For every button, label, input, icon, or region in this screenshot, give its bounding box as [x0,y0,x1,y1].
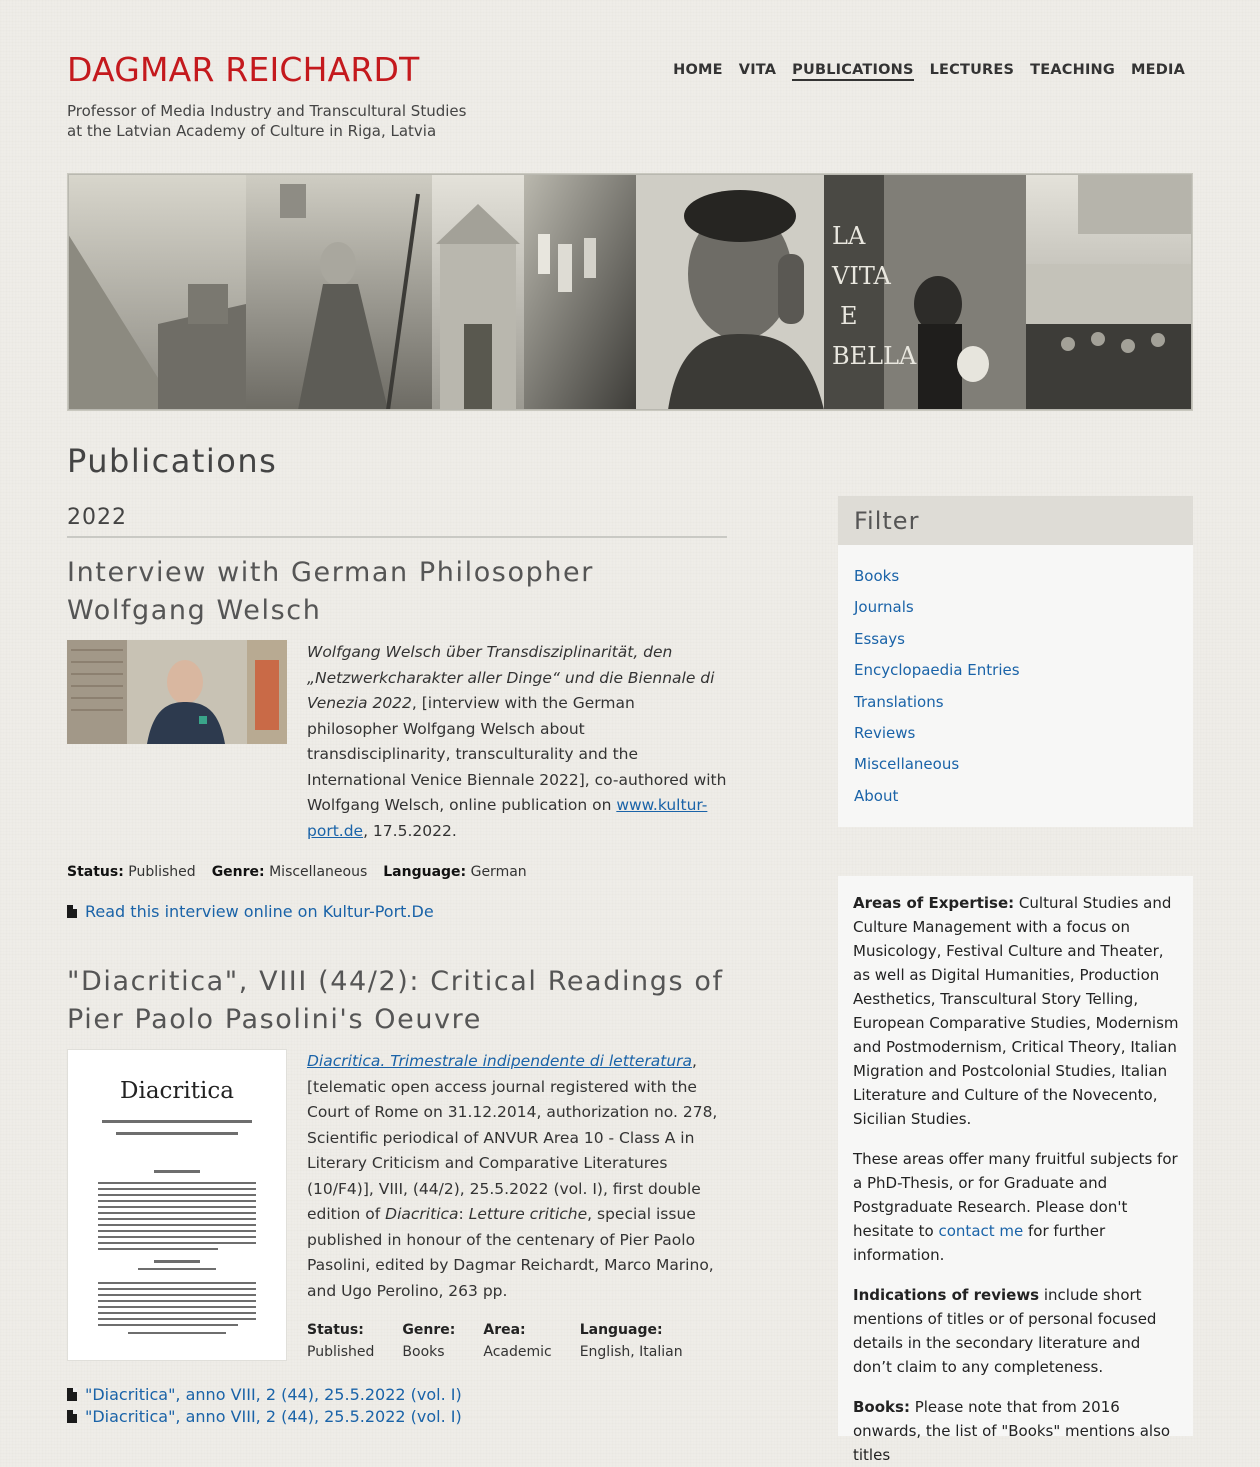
tagline-line-1: Professor of Media Industry and Transcultural Studies [67,102,467,120]
journal-name: Diacritica [385,1205,459,1223]
filter-about[interactable]: About [854,786,899,805]
site-title[interactable]: DAGMAR REICHARDT [67,50,420,89]
books-note [853,1395,1179,1467]
books-text: Please note that from 2016 onwards, the list of "Books" mentions also titles [853,1398,1171,1464]
separator: : [458,1205,469,1223]
filter-miscellaneous[interactable]: Miscellaneous [854,755,960,774]
status-value: Published [128,864,196,880]
issue-title: Letture critiche [468,1205,588,1223]
file-link-row [67,1385,727,1404]
nav-home[interactable]: HOME [673,62,723,78]
svg-text:VITA: VITA [832,262,891,290]
area-label: Area: [483,1322,526,1338]
genre-label: Genre: [211,864,265,880]
entry-meta [67,864,727,880]
nav-lectures[interactable]: LECTURES [929,62,1015,78]
genre-value: Books [402,1344,445,1360]
language-label: Language: [579,1322,663,1338]
info-panel [838,876,1193,1464]
status-label: Status: [307,1322,364,1338]
file-icon [67,905,77,918]
entry-title[interactable]: Interview with German Philosopher Wolfgang Welsch [67,557,594,626]
invitation-tail: for further information. [853,1222,1106,1264]
diacritica-file-link[interactable]: "Diacritica", anno VIII, 2 (44), 25.5.2022 (vol. I) [85,1385,462,1404]
filter-panel [838,496,1193,827]
filter-journals[interactable]: Journals [854,598,914,617]
areas-label: Areas of Expertise: [853,894,1015,912]
areas-text: Cultural Studies and Culture Management with a focus on Musicology, Festival Culture and Theater, as well as Digital Humanities, Production Aesthetics, Transcultural Story Telling, European Comparative Studies, Modernism and Postmodernism, Critical Theory, Italian Migration and Postcolonial Studies, Italian Literature and Culture of the Novecento, Sicilian Studies. [853,894,1179,1128]
nav-teaching[interactable]: TEACHING [1030,62,1115,78]
journal-title[interactable]: Diacritica. Trimestrale indipendente di letteratura [307,1052,693,1070]
genre-label: Genre: [402,1322,456,1338]
diacritica-journal-link[interactable] [307,1052,692,1070]
main-nav [673,62,1185,81]
contact-me-link[interactable]: contact me [938,1222,1024,1240]
tagline-line-2: at the Latvian Academy of Culture in Riga, Latvia [67,122,437,140]
entry-text-tail: , special issue published in honour of the centenary of Pier Paolo Pasolini, edited by Dagmar Reichardt, Marco Marino, and Ugo Perolino, 263 pp. [307,1205,714,1300]
publication-entry [67,963,727,1426]
entry-meta [307,1319,727,1363]
cover-title: Diacritica [120,1078,234,1104]
research-invitation [853,1147,1179,1267]
reviews-note [853,1283,1179,1379]
site-tagline [67,101,487,141]
area-value: Academic [483,1344,552,1360]
entry-text: , [telematic open access journal registered with the Court of Rome on 31.12.2014, authorization no. 278, Scientific periodical of ANVUR Area 10 - Class A in Literary Criticism and Comparative Literatures (10/F4)], VIII, (44/2), 25.5.2022 (vol. I), first double edition of [307,1052,718,1223]
nav-publications[interactable]: PUBLICATIONS [792,62,913,81]
filter-encyclopaedia-entries[interactable]: Encyclopaedia Entries [854,661,1020,680]
entry-title[interactable]: "Diacritica", VIII (44/2): Critical Readings of Pier Paolo Pasolini's Oeuvre [67,966,724,1035]
page-title: Publications [67,442,278,480]
kultur-port-link[interactable]: www.kultur-port.de [307,796,708,840]
read-interview-link[interactable]: Read this interview online on Kultur-Port.De [85,902,434,921]
file-link-row [67,902,727,921]
svg-text:LA: LA [832,222,866,250]
entry-description [307,1049,727,1304]
filter-essays[interactable]: Essays [854,629,905,648]
filter-list [838,545,1193,812]
language-value: English, Italian [579,1344,683,1360]
reviews-text: include short mentions of titles or of personal focused details in the secondary literature and don’t claim to any completeness. [853,1286,1157,1376]
publication-entry [67,554,727,921]
header-banner-collage [67,173,1193,411]
language-value: German [470,864,527,880]
nav-media[interactable]: MEDIA [1131,62,1185,78]
svg-text:BELLA: BELLA [832,342,917,370]
entry-date: , 17.5.2022. [363,821,457,840]
language-label: Language: [383,864,467,880]
entry-thumbnail[interactable] [67,640,287,844]
diacritica-cover[interactable] [67,1049,287,1361]
status-label: Status: [67,864,124,880]
svg-text:E: E [840,302,858,330]
nav-vita[interactable]: VITA [738,62,777,78]
filter-translations[interactable]: Translations [854,692,944,711]
reviews-label: Indications of reviews [853,1286,1040,1304]
year-heading: 2022 [67,505,727,538]
publications-list [67,500,727,1426]
entry-description [307,640,727,844]
invitation-text: These areas offer many fruitful subjects for a PhD-Thesis, or for Graduate and Postgraduate Research. Please don't hesitate to [853,1150,1178,1240]
entry-details [307,1049,727,1363]
genre-value: Miscellaneous [269,864,368,880]
filter-reviews[interactable]: Reviews [854,724,916,743]
filter-books[interactable]: Books [854,567,900,585]
entry-italic-title: Wolfgang Welsch über Transdisziplinarität, den „Netzwerkcharakter aller Dinge“ und die Biennale di Venezia 2022 [307,643,715,712]
books-label: Books: [853,1398,910,1416]
diacritica-file-link[interactable]: "Diacritica", anno VIII, 2 (44), 25.5.2022 (vol. I) [85,1407,462,1426]
status-value: Published [307,1344,375,1360]
entry-text: , [interview with the German philosopher Wolfgang Welsch about transdisciplinarity, transculturality and the International Venice Biennale 2022], co-authored with Wolfgang Welsch, online publication on [307,694,727,814]
filter-heading: Filter [838,496,1193,545]
areas-of-expertise [853,891,1179,1131]
file-icon [67,1388,77,1401]
